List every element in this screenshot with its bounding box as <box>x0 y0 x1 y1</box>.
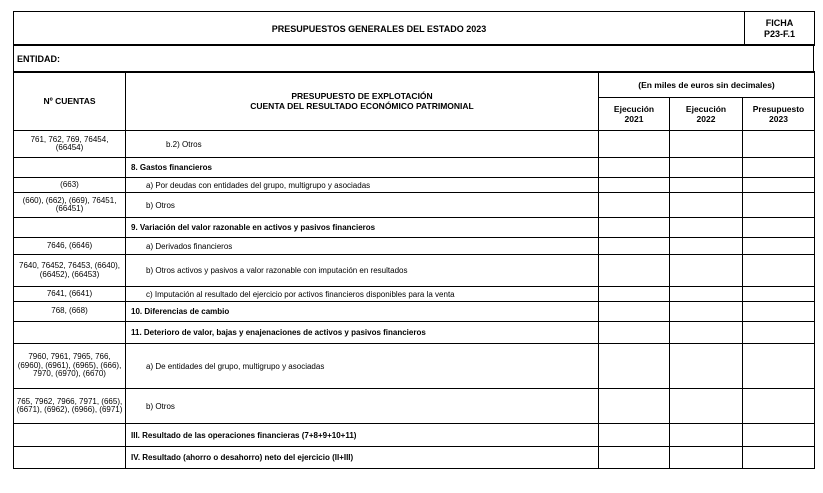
value-cell-2022 <box>670 218 743 238</box>
value-cell-2022 <box>670 424 743 447</box>
value-cell-2022 <box>670 255 743 287</box>
cuentas-cell <box>14 424 126 447</box>
value-cell-2023 <box>743 218 815 238</box>
table-row <box>14 255 815 287</box>
table-row <box>14 322 815 344</box>
description-cell: 9. Variación del valor razonable en activos y pasivos financieros <box>126 218 599 238</box>
table-row <box>14 158 815 178</box>
col-header-units: (En miles de euros sin decimales) <box>599 72 815 98</box>
ficha-code <box>745 12 815 46</box>
entidad-table <box>13 44 814 73</box>
description-cell: III. Resultado de las operaciones financieras (7+8+9+10+11) <box>126 424 599 447</box>
ficha-number: P23-F.1 <box>763 28 796 39</box>
value-cell-2022 <box>670 389 743 424</box>
description-cell: IV. Resultado (ahorro o desahorro) neto del ejercicio (II+III) <box>126 447 599 469</box>
value-cell-2023 <box>743 447 815 469</box>
ficha-label: FICHA <box>765 17 794 28</box>
value-cell-2023 <box>743 178 815 193</box>
table-row <box>14 178 815 193</box>
cuentas-cell <box>14 447 126 469</box>
description-cell: b.2) Otros <box>126 131 599 158</box>
value-cell-2022 <box>670 193 743 218</box>
cuentas-cell <box>14 322 126 344</box>
cuentas-cell: 7960, 7961, 7965, 766, (6960), (6961), (6965), (666), 7970, (6970), (6670) <box>14 344 126 389</box>
value-cell-2021 <box>599 178 670 193</box>
table-row <box>14 389 815 424</box>
col-header-year: 2023 <box>769 114 788 124</box>
cuentas-cell: (663) <box>14 178 126 193</box>
value-cell-2021 <box>599 238 670 255</box>
table-row <box>14 193 815 218</box>
budget-table <box>13 71 815 469</box>
col-header-year: 2021 <box>624 114 644 124</box>
table-row <box>14 218 815 238</box>
description-cell: b) Otros activos y pasivos a valor razonable con imputación en resultados <box>126 255 599 287</box>
col-header-description-line1: PRESUPUESTO DE EXPLOTACIÓN <box>291 91 433 101</box>
value-cell-2022 <box>670 302 743 322</box>
value-cell-2021 <box>599 322 670 344</box>
value-cell-2021 <box>599 447 670 469</box>
cuentas-cell: 761, 762, 769, 76454, (66454) <box>14 131 126 158</box>
value-cell-2022 <box>670 238 743 255</box>
value-cell-2023 <box>743 287 815 302</box>
cuentas-cell: 765, 7962, 7966, 7971, (665), (6671), (6962), (6966), (6971) <box>14 389 126 424</box>
value-cell-2022 <box>670 344 743 389</box>
table-row <box>14 131 815 158</box>
value-cell-2023 <box>743 131 815 158</box>
col-header-ejecucion-2022 <box>670 98 743 131</box>
description-cell: 8. Gastos financieros <box>126 158 599 178</box>
value-cell-2023 <box>743 389 815 424</box>
table-row <box>14 424 815 447</box>
description-cell: b) Otros <box>126 193 599 218</box>
description-cell: b) Otros <box>126 389 599 424</box>
col-header-description-line2: CUENTA DEL RESULTADO ECONÓMICO PATRIMONIAL <box>250 101 474 111</box>
description-cell: a) De entidades del grupo, multigrupo y asociadas <box>126 344 599 389</box>
value-cell-2021 <box>599 131 670 158</box>
value-cell-2021 <box>599 255 670 287</box>
value-cell-2021 <box>599 287 670 302</box>
cuentas-cell: 7640, 76452, 76453, (6640), (66452), (66453) <box>14 255 126 287</box>
value-cell-2021 <box>599 158 670 178</box>
cuentas-cell <box>14 218 126 238</box>
table-row <box>14 344 815 389</box>
col-header-label: Ejecución <box>685 104 727 114</box>
col-header-description <box>126 72 599 131</box>
description-cell: a) Por deudas con entidades del grupo, multigrupo y asociadas <box>126 178 599 193</box>
cuentas-cell: 7641, (6641) <box>14 287 126 302</box>
value-cell-2023 <box>743 322 815 344</box>
col-header-label: Presupuesto <box>752 104 805 114</box>
table-row <box>14 447 815 469</box>
entidad-label: ENTIDAD: <box>14 45 814 73</box>
value-cell-2021 <box>599 218 670 238</box>
value-cell-2022 <box>670 447 743 469</box>
value-cell-2023 <box>743 255 815 287</box>
document-title: PRESUPUESTOS GENERALES DEL ESTADO 2023 <box>14 12 745 46</box>
value-cell-2023 <box>743 344 815 389</box>
value-cell-2023 <box>743 302 815 322</box>
value-cell-2022 <box>670 158 743 178</box>
value-cell-2023 <box>743 193 815 218</box>
description-cell: c) Imputación al resultado del ejercicio por activos financieros disponibles para la venta <box>126 287 599 302</box>
value-cell-2022 <box>670 178 743 193</box>
table-row <box>14 302 815 322</box>
cuentas-cell <box>14 158 126 178</box>
value-cell-2022 <box>670 131 743 158</box>
value-cell-2021 <box>599 389 670 424</box>
value-cell-2022 <box>670 287 743 302</box>
value-cell-2022 <box>670 322 743 344</box>
table-row <box>14 238 815 255</box>
col-header-cuentas: Nº CUENTAS <box>14 72 126 131</box>
description-cell: 10. Diferencias de cambio <box>126 302 599 322</box>
table-row <box>14 287 815 302</box>
col-header-year: 2022 <box>696 114 716 124</box>
description-cell: 11. Deterioro de valor, bajas y enajenaciones de activos y pasivos financieros <box>126 322 599 344</box>
cuentas-cell: 768, (668) <box>14 302 126 322</box>
cuentas-cell: 7646, (6646) <box>14 238 126 255</box>
value-cell-2023 <box>743 424 815 447</box>
value-cell-2023 <box>743 158 815 178</box>
value-cell-2021 <box>599 302 670 322</box>
value-cell-2021 <box>599 424 670 447</box>
value-cell-2021 <box>599 344 670 389</box>
value-cell-2023 <box>743 238 815 255</box>
description-cell: a) Derivados financieros <box>126 238 599 255</box>
value-cell-2021 <box>599 193 670 218</box>
col-header-ejecucion-2021 <box>599 98 670 131</box>
header-table <box>13 11 815 46</box>
cuentas-cell: (660), (662), (669), 76451, (66451) <box>14 193 126 218</box>
col-header-label: Ejecución <box>613 104 655 114</box>
col-header-presupuesto-2023 <box>743 98 815 131</box>
